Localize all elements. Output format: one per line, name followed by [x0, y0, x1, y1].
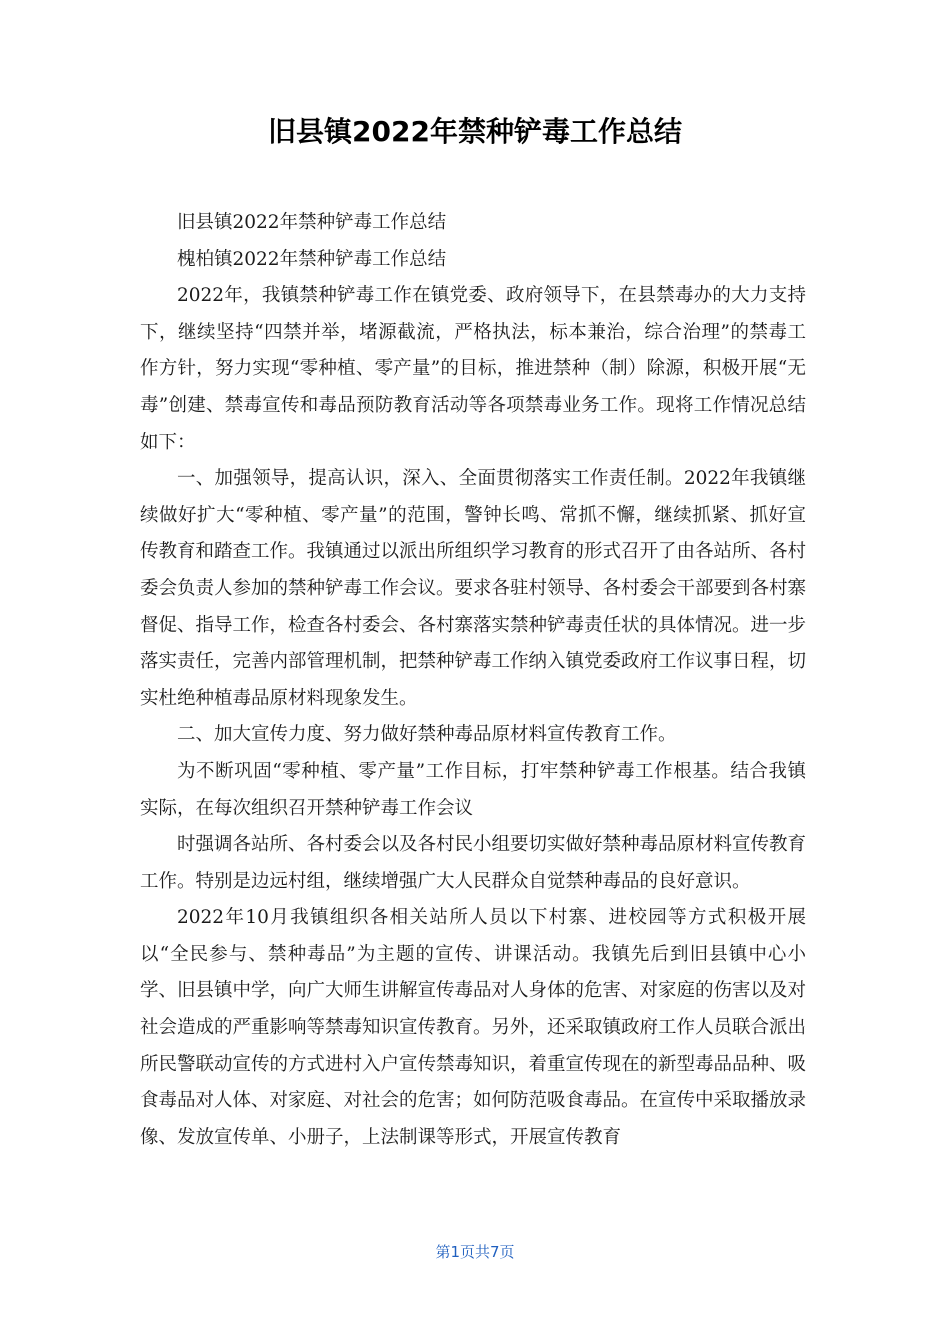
paragraph-section-2-heading: 二、加大宣传力度、努力做好禁种毒品原材料宣传教育工作。 — [177, 724, 677, 746]
paragraph-section-2-b: 时强调各站所、各村委会以及各村民小组要切实做好禁种毒品原材料宣传教育工作。特别是边远村组，继续增强广大人民群众自觉禁种毒品的良好意识。 — [140, 834, 807, 892]
paragraph-section-2-a: 为不断巩固“零种植、零产量”工作目标，打牢禁种铲毒工作根基。结合我镇实际，在每次组织召开禁种铲毒工作会议 — [140, 760, 806, 819]
paragraph-intro: 2022年，我镇禁种铲毒工作在镇党委、政府领导下，在县禁毒办的大力支持下，继续坚持“四禁并举，堵源截流，严格执法，标本兼治，综合治理”的禁毒工作方针，努力实现“零种植、零产量”的目标，推进禁种（制）除源，积极开展“无毒”创建、禁毒宣传和毒品预防教育活动等各项禁毒业务工作。现将工作情况总结如下： — [140, 285, 806, 453]
document-body — [140, 205, 806, 1156]
paragraph-section-1: 一、加强领导，提高认识，深入、全面贯彻落实工作责任制。2022年我镇继续做好扩大“零种植、零产量”的范围，警钟长鸣、常抓不懈，继续抓紧、抓好宣传教育和踏查工作。我镇通过以派出所组织学习教育的形式召开了由各站所、各村委会负责人参加的禁种铲毒工作会议。要求各驻村领导、各村委会干部要到各村寨督促、指导工作，检查各村委会、各村寨落实禁种铲毒责任状的具体情况。进一步落实责任，完善内部管理机制，把禁种铲毒工作纳入镇党委政府工作议事日程，切实杜绝种植毒品原材料现象发生。 — [140, 468, 807, 709]
document-title: 旧县镇2022年禁种铲毒工作总结 — [268, 115, 682, 148]
paragraph-section-2-c: 2022年10月我镇组织各相关站所人员以下村寨、进校园等方式积极开展以“全民参与、禁种毒品”为主题的宣传、讲课活动。我镇先后到旧县镇中心小学、旧县镇中学，向广大师生讲解宣传毒品对人身体的危害、对家庭的伤害以及对社会造成的严重影响等禁毒知识宣传教育。另外，还采取镇政府工作人员联合派出所民警联动宣传的方式进村入户宣传禁毒知识，着重宣传现在的新型毒品品种、吸食毒品对人体、对家庭、对社会的危害；如何防范吸食毒品。在宣传中采取播放录像、发放宣传单、小册子，上法制课等形式，开展宣传教育 — [140, 907, 807, 1148]
page-number-footer: 第1页共7页 — [435, 1243, 515, 1261]
paragraph-subtitle-1: 旧县镇2022年禁种铲毒工作总结 — [177, 212, 447, 233]
paragraph-subtitle-2: 槐柏镇2022年禁种铲毒工作总结 — [177, 248, 447, 270]
